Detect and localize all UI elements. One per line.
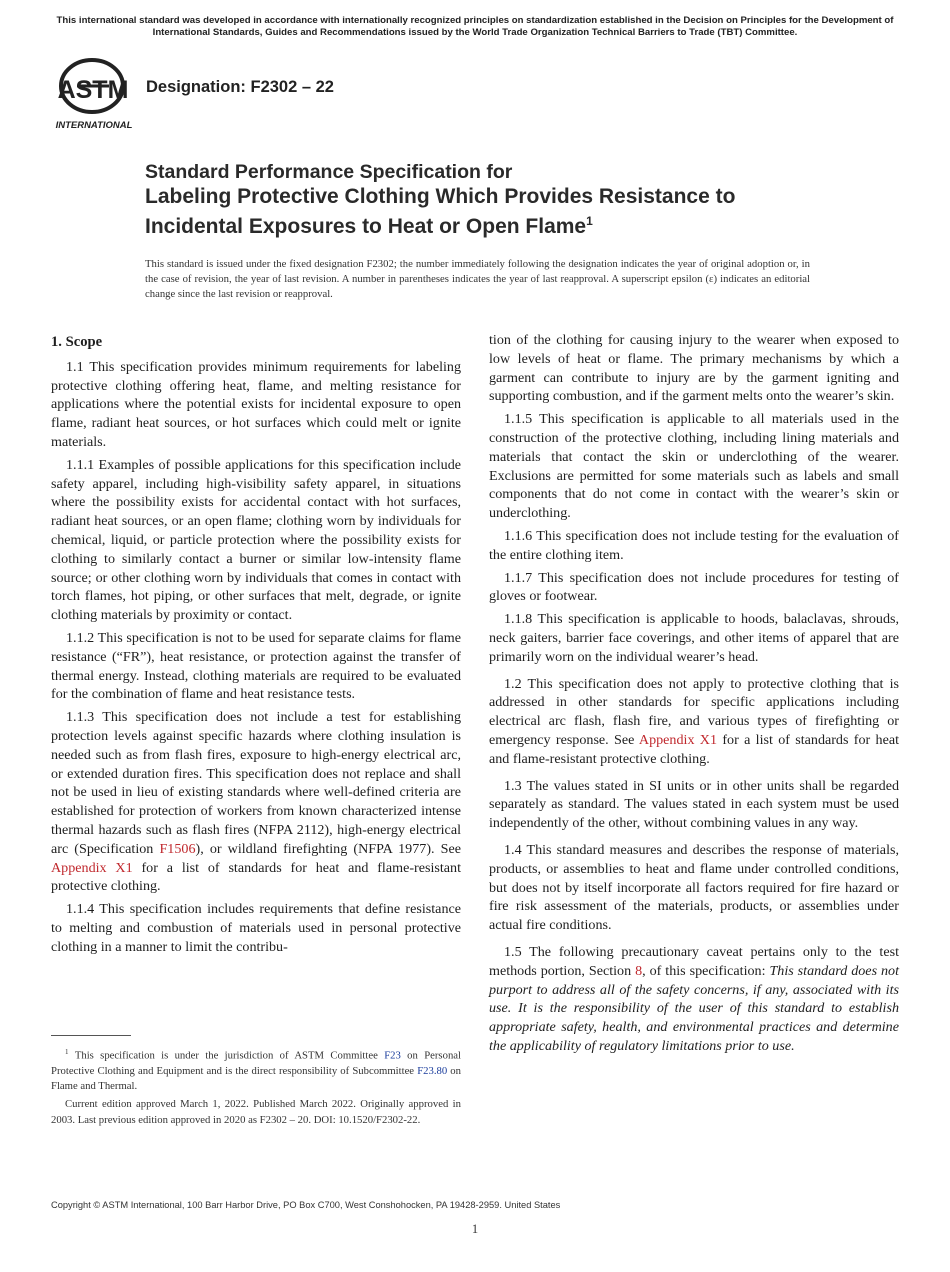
standards-notice: This international standard was developed in accordance with internationally recognized principles on standardization established in the Decision on Principles for the Development of International Standards, Guides and Recommendations issued by the World Trade Organization Technical Barriers to Trade (TBT) Committee. <box>56 15 894 38</box>
para-1-4: 1.4 This standard measures and describes the response of materials, products, or assemblies to heat and flame under controlled conditions, but does not by itself incorporate all factors required for fire hazard or fire risk assessment of the materials, products, or assemblies under actual fire conditions. <box>489 841 899 934</box>
para-1-1-5: 1.1.5 This specification is applicable to all materials used in the construction of the protective clothing, including lining materials and materials that contact the skin or underclothing of the wearer. Exclusions are permitted for some materials such as labels and small components that do not come in contact with the wearer’s skin or underclothing. <box>489 411 899 522</box>
para-1-1-3: 1.1.3 This specification does not include a test for establishing protection levels against specific hazards where clothing insulation is needed such as from flash fires, exposure to high-energy electrical arc, or extended duration fires. This specification does not replace and shall not be used in lieu of existing standards where well-defined criteria are established for protection of workers from known characterized intense thermal hazards such as flash fires (NFPA 2112), high-energy electrical arc (Specification F1506), or wildland firefighting (NFPA 1977). See Appendix X1 for a list of standards for heat and flame-resistant protective clothing. <box>51 709 461 895</box>
link-f23[interactable]: F23 <box>384 1049 401 1062</box>
para-1-1-4-start: 1.1.4 This specification includes requirements that define resistance to melting and combustion of materials used in personal protective clothing in a manner to limit the contribu- <box>51 901 461 955</box>
safety-caveat: This standard does not purport to address all of the safety concerns, if any, associated with its use. It is the responsibility of the user of this standard to establish appropriate safety, health, and environmental practices and determine the applicability of regulatory limitations prior to use. <box>489 962 900 1054</box>
left-column <box>51 331 461 961</box>
logo-text: ASTM <box>57 76 129 104</box>
para-1-2: 1.2 This specification does not apply to protective clothing that is addressed in other standards for specific applications including electrical arc flash, flash fire, and various types of firefighting or emergency response. See Appendix X1 for a list of standards for heat and flame-resistant protective clothing. <box>489 675 899 767</box>
para-1-1-6: 1.1.6 This specification does not include testing for the evaluation of the entire clothing item. <box>489 527 899 563</box>
title-line-3: Incidental Exposures to Heat or Open Flame <box>145 215 587 238</box>
right-column <box>489 331 899 1060</box>
para-1-5: 1.5 The following precautionary caveat pertains only to the test methods portion, Section 8, of this specification: This standard does not purport to address all of the safety concerns, if any, associated with its use. It is the responsibility of the user of this standard to establish appropriate safety, health, and environmental practices and determine the applicability of regulatory limitations prior to use. <box>489 943 900 1054</box>
footnote-1: $^1$ This specification is under the jurisdiction of ASTM Committee F23 on Personal Protective Clothing and Equipment and is the direct responsibility of Subcommittee F23.80 on Flame and Thermal. <box>51 1048 461 1093</box>
title-line-1: Standard Performance Specification for <box>145 161 513 183</box>
link-f1506[interactable]: F1506 <box>159 840 196 857</box>
para-1-1-8: 1.1.8 This specification is applicable to hoods, balaclavas, shrouds, neck gaiters, barrier face coverings, and other items of apparel that are primarily worn on the individual wearer’s head. <box>489 611 899 665</box>
astm-logo <box>53 58 135 134</box>
para-1-1-4-cont: tion of the clothing for causing injury to the wearer when exposed to low levels of heat or flame. The primary mechanisms by which a garment can contribute to injury are by the garment igniting and supporting combustion, and if the garment melts onto the wearer’s skin. <box>489 332 899 405</box>
section-heading-scope: 1. Scope <box>51 334 103 350</box>
copyright: Copyright © ASTM International, 100 Barr Harbor Drive, PO Box C700, West Conshohocken, PA 19428-2959. United States <box>51 1200 561 1210</box>
logo-subtext: INTERNATIONAL <box>55 120 133 131</box>
link-appendix-x1[interactable]: Appendix X1 <box>51 859 133 876</box>
para-1-1-7: 1.1.7 This specification does not include procedures for testing of gloves or footwear. <box>489 569 899 605</box>
footnote-divider <box>51 1035 131 1036</box>
title-line-2: Labeling Protective Clothing Which Provides Resistance to <box>145 184 736 208</box>
para-1-3: 1.3 The values stated in SI units or in other units shall be regarded separately as standard. The values stated in each system must be used independently of the other, without combining values in any way. <box>489 777 899 832</box>
footnotes <box>51 1045 461 1131</box>
document-title <box>145 160 865 240</box>
footnote-edition: Current edition approved March 1, 2022. Published March 2022. Originally approved in 2003. Last previous edition approved in 2020 as F2302 – 20. DOI: 10.1520/F2302-22. <box>51 1098 461 1126</box>
para-1-1: 1.1 This specification provides minimum requirements for labeling protective clothing offering heat, flame, and melting resistance for applications where the potential exists for incidental exposure to open flame, radiant heat sources, or hot surfaces which could melt or ignite materials. <box>51 358 461 450</box>
link-section-8[interactable]: 8 <box>635 962 643 979</box>
para-1-1-1: 1.1.1 Examples of possible applications for this specification include safety apparel, including high-visibility safety apparel, in situations where the possibility exists for accidental contact with hot surfaces, radiant heat sources, or an open flame; clothing worn by individuals for chemical, liquid, or particle protection where the possibility exists for clothing to similarly contact a burner or similar low-intensity flame source; or other clothing worn by individuals that comes in contact with torch flames, hot piping, or other surfaces that melt, degrade, or ignite clothing materials by proximity or contact. <box>51 456 461 624</box>
issuance-note: This standard is issued under the fixed designation F2302; the number immediately following the designation indicates the year of original adoption or, in the case of revision, the year of last revision. A number in parentheses indicates the year of last reapproval. A superscript epsilon (ε) indicates an editorial change since the last revision or reapproval. <box>145 258 810 301</box>
para-1-1-2: 1.1.2 This specification is not to be used for separate claims for flame resistance (“FR”), heat resistance, or protection against the transfer of thermal energy. Instead, clothing materials are required to be evaluated for the combination of flame and heat resistance tests. <box>51 629 461 703</box>
page-number: 1 <box>471 1222 479 1236</box>
title-footnote-mark[interactable]: 1 <box>586 214 593 228</box>
link-f23-80[interactable]: F23.80 <box>417 1064 448 1077</box>
designation: Designation: F2302 – 22 <box>146 78 334 96</box>
footnote-mark: 1 <box>65 1048 69 1056</box>
link-appendix-x1[interactable]: Appendix X1 <box>638 731 718 748</box>
